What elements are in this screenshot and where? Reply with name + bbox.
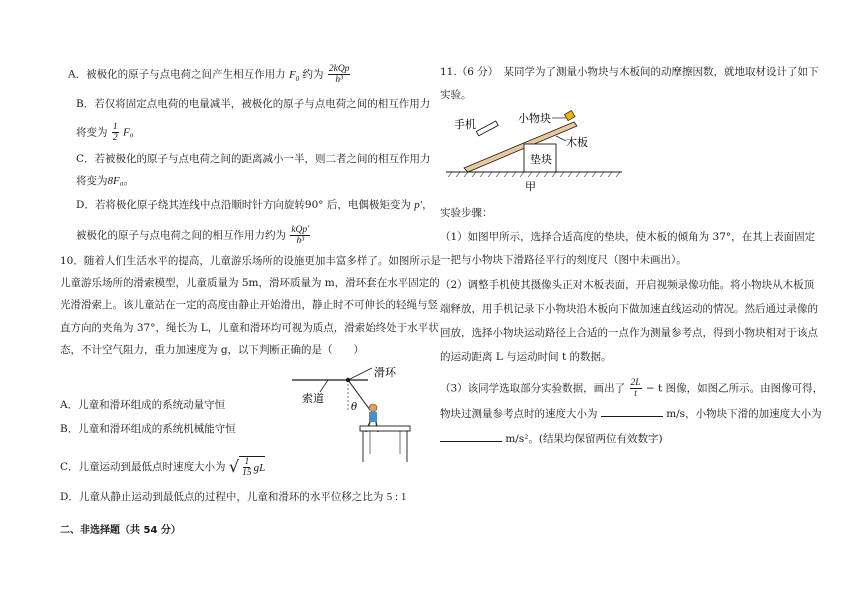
section-2-heading: 二、非选择题（共 54 分） — [60, 525, 181, 536]
label-jia: 甲 — [525, 180, 536, 193]
q10-stem-line5: 态，不计空气阻力，重力加速度为 g，以下判断正确的是（ ） — [60, 344, 365, 356]
step2-line4: 的运动距离 L 与运动时间 t 的数据。 — [440, 351, 612, 363]
fraction-kqp: $\frac{\text{kQp′}}{\text{h³}}$ — [291, 225, 310, 246]
step3-line1: （3）该同学选取部分实验数据，画出了 $\frac{2L}{t}$ − t 图像，如图乙所示。由图像可得， — [440, 378, 824, 399]
label-theta: θ — [351, 402, 358, 413]
label-pad: 垫块 — [530, 153, 552, 166]
label-block: 小物块 — [518, 112, 551, 125]
label-phone: 手机 — [454, 118, 476, 131]
q9-option-b-line2: 将变为 $\frac{1}{2}$ F₀ — [76, 122, 134, 143]
ring-pointer — [348, 368, 372, 380]
fraction-half: $\frac{1}{2}$ — [112, 122, 118, 143]
answer-blank-velocity[interactable] — [601, 406, 663, 417]
child-head — [369, 404, 377, 412]
child-body — [369, 412, 377, 422]
sqrt-expression: √ $\frac{1}{15}$ gL — [228, 457, 266, 478]
q10-stem-line1: 10．随着人们生活水平的提高，儿童游乐场所的设施更加丰富多样了。如图所示是 — [60, 255, 441, 267]
label-board: 木板 — [566, 136, 588, 149]
force-symbol: $F_0$ — [288, 68, 300, 83]
q10-option-b: B．儿童和滑环组成的系统机械能守恒 — [60, 423, 236, 435]
q10-option-c: C．儿童运动到最低点时速度大小为 √ $\frac{1}{15}$ gL — [60, 457, 266, 478]
step3-line3: m/s²。(结果均保留两位有效数字) — [440, 431, 663, 446]
q10-option-a: A．儿童和滑环组成的系统动量守恒 — [60, 399, 226, 411]
block-shape — [565, 111, 575, 121]
q10-stem-line2: 儿童游乐场所的滑索模型，儿童质量为 5m，滑环质量为 m，滑环套在水平固定的 — [60, 277, 440, 289]
q9-option-b-line1: B．若仅将固定点电荷的电量减半，被极化的原子与点电荷之间的相互作用力 — [76, 98, 431, 110]
q9-option-d-line2: 被极化的原子与点电荷之间的相互作用力约为 $\frac{\text{kQp′}}{\text{h³}}$ — [76, 225, 310, 246]
q9-option-c-line1: C．若被极化的原子与点电荷之间的距离减小一半，则二者之间的相互作用力 — [76, 153, 431, 165]
platform-top — [360, 426, 410, 431]
step1-line1: （1）如图甲所示，选择合适高度的垫块，使木板的倾角为 37°，在其上表面固定 — [440, 231, 816, 243]
label-suodao: 索道 — [302, 392, 324, 405]
q9-option-d-line1: D．若将极化原子绕其连线中点沿顺时针方向旋转90° 后，电偶极矩变为 p′， — [76, 199, 433, 211]
incline-figure — [446, 108, 626, 198]
step2-line2: 端释放，用手机记录下小物块沿木板向下做加速直线运动的情况。然后通过录像的 — [440, 303, 818, 315]
answer-blank-acceleration[interactable] — [440, 431, 502, 442]
q11-stem-line2: 实验。 — [440, 89, 472, 101]
q10-option-d: D．儿童从静止运动到最低点的过程中，儿童和滑环的水平位移之比为 5 : 1 — [60, 491, 407, 503]
q11-stem-line1: 11.（6 分） 某同学为了测量小物块与木板间的动摩擦因数，就地取材设计了如下 — [440, 66, 819, 78]
q9-option-c-line2: 将变为8F₀。 — [76, 175, 135, 187]
steps-title: 实验步骤： — [440, 207, 493, 219]
cable-pointer — [320, 380, 328, 392]
zipline-figure — [290, 366, 420, 476]
step1-line2: 一把与小物块下滑路径平行的刻度尺（图中未画出）。 — [440, 254, 687, 266]
step3-line2: 物块过测量参考点时的速度大小为 m/s，小物块下滑的加速度大小为 — [440, 408, 822, 420]
q10-stem-line3: 光滑滑索上。该儿童站在一定的高度由静止开始滑出，静止时不可伸长的轻绳与竖 — [60, 299, 438, 311]
fraction-2kqp: $\frac{\text{2kQp}}{\text{h³}}$ — [328, 64, 350, 85]
label-huanhuan: 滑环 — [374, 366, 396, 379]
step2-line3: 回放，选择小物块运动路径上合适的一点作为测量参考点，得到小物块相对于该点 — [440, 327, 818, 339]
q10-stem-line4: 直方向的夹角为 37°，绳长为 L，儿童和滑环均可视为质点，滑索始终处于水平状 — [60, 322, 439, 334]
step2-line1: （2）调整手机使其摄像头正对木板表面，开启视频录像功能。将小物块从木板顶 — [440, 279, 815, 291]
phone-shape — [476, 121, 498, 136]
ground-hatch — [448, 172, 620, 177]
fraction-2l-over-t: $\frac{2L}{t}$ — [630, 378, 641, 399]
q9-option-a: A．被极化的原子与点电荷之间产生相互作用力 $F_0$ 约为 $\frac{\text{2kQp}}{\text{h³}}$ — [68, 64, 350, 85]
